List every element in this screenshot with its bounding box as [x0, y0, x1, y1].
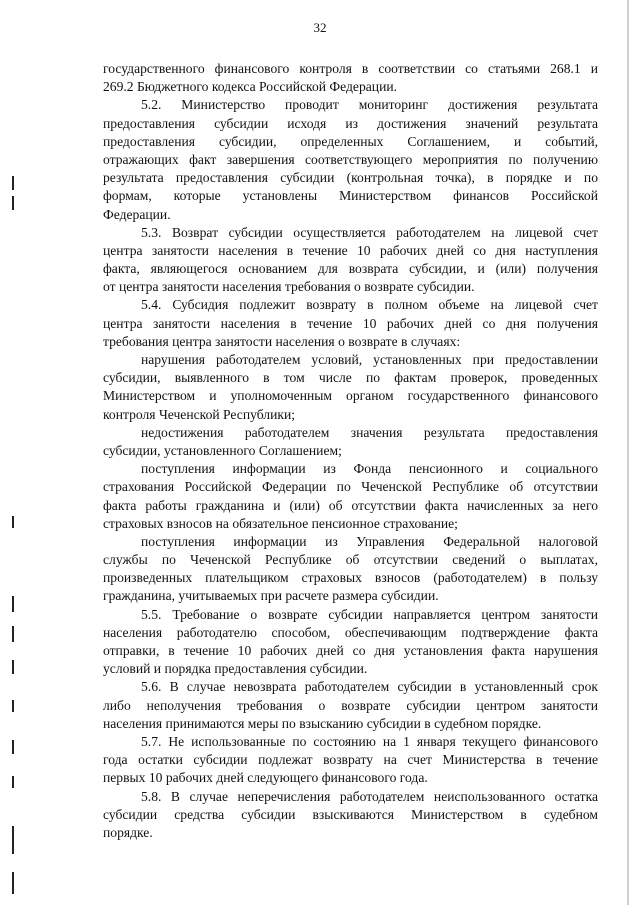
text-line: 5.4. Субсидия подлежит возврату в полном объеме на лицевой счет	[141, 297, 598, 313]
margin-mark	[12, 776, 14, 788]
text-line: требования центра занятости населения о возврате в случаях:	[103, 333, 461, 349]
text-line: отражающих факт завершения соответствующего мероприятия по получению	[103, 151, 598, 167]
text-line: предоставления субсидии исходя из достижения значений результата	[103, 115, 598, 131]
margin-mark	[12, 176, 14, 190]
text-line: условий и порядка предоставления субсидии.	[103, 661, 368, 677]
text-line: страховых взносов на обязательное пенсионное страхование;	[103, 515, 458, 531]
text-line: предоставления субсидии, определенных Соглашением, и событий,	[103, 133, 598, 149]
text-line: отправки, в течение 10 рабочих дней со дня установления факта нарушения	[103, 643, 598, 658]
text-line: 5.7. Не использованные по состоянию на 1 января текущего финансового	[141, 733, 598, 749]
text-line: 5.6. В случае невозврата работодателем субсидии в установленный срок	[141, 679, 598, 695]
text-line: произведенных плательщиком страховых взносов (работодателем) в пользу	[103, 570, 598, 586]
text-line: центра занятости населения в течение 10 рабочих дней со дня наступления	[103, 242, 598, 258]
text-line: 5.5. Требование о возврате субсидии направляется центром занятости	[141, 606, 598, 622]
text-line: населения работодателю способом, обеспечивающим подтверждение факта	[103, 624, 598, 640]
text-line: субсидии, выявленного в том числе по фактам проверок, проведенных	[103, 370, 598, 386]
text-line: центра занятости населения в течение 10 рабочих дней со дня получения	[103, 315, 598, 331]
margin-mark	[12, 660, 14, 674]
margin-mark	[12, 626, 14, 642]
margin-mark	[12, 826, 14, 854]
page-number: 32	[313, 20, 327, 35]
text-line: государственного финансового контроля в соответствии со статьями 268.1 и	[103, 61, 598, 76]
text-line: 5.2. Министерство проводит мониторинг достижения результата	[141, 97, 598, 113]
text-line: контроля Чеченской Республики;	[103, 406, 296, 422]
text-line: 5.3. Возврат субсидии осуществляется работодателем на лицевой счет	[141, 224, 598, 240]
text-line: 5.8. В случае неперечисления работодателем неиспользованного остатка	[141, 788, 598, 804]
margin-mark	[12, 872, 14, 894]
text-line: Федерации.	[103, 206, 171, 222]
page-edge-shadow	[627, 0, 629, 905]
margin-mark	[12, 596, 14, 612]
document-body	[103, 60, 598, 842]
text-line: страхования Российской Федерации по Чеченской Республике об отсутствии	[103, 479, 598, 495]
text-line: от центра занятости населения требования о возврате субсидии.	[103, 279, 475, 295]
text-line: Министерством и уполномоченным органом государственного финансового	[103, 388, 598, 404]
text-line: нарушения работодателем условий, установленных при предоставлении	[141, 352, 598, 367]
text-line: недостижения работодателем значения результата предоставления	[141, 424, 598, 440]
margin-mark	[12, 516, 14, 528]
text-line: первых 10 рабочих дней следующего финансового года.	[103, 770, 428, 786]
text-line: года остатки субсидии подлежат возврату на счет Министерства в течение	[103, 752, 598, 768]
text-line: 269.2 Бюджетного кодекса Российской Федерации.	[103, 79, 398, 95]
margin-mark	[12, 740, 14, 754]
margin-mark	[12, 700, 14, 712]
text-line: либо неполучения требования о возврате субсидии центром занятости	[103, 697, 598, 713]
text-line: службы по Чеченской Республике об отсутствии сведений о выплатах,	[103, 552, 598, 568]
text-line: населения принимаются меры по взысканию субсидии в судебном порядке.	[103, 715, 542, 731]
text-line: гражданина, учитываемых при расчете размера субсидии.	[103, 588, 439, 604]
text-line: факта, являющегося основанием для возврата субсидии, и (или) получения	[103, 261, 598, 277]
text-line: результата предоставления субсидии (контрольная точка), в порядке и по	[103, 170, 598, 186]
text-line: формам, которые установлены Министерством финансов Российской	[103, 188, 598, 204]
text-line: поступления информации из Управления Федеральной налоговой	[141, 533, 598, 549]
text-line: факта работы гражданина и (или) об отсутствии факта начисленных за него	[103, 497, 598, 513]
margin-mark	[12, 196, 14, 210]
text-line: порядке.	[103, 824, 153, 840]
text-line: субсидии средства субсидии взыскиваются Министерством в судебном	[103, 806, 598, 822]
text-line: поступления информации из Фонда пенсионного и социального	[141, 461, 598, 477]
text-line: субсидии, установленного Соглашением;	[103, 442, 342, 458]
